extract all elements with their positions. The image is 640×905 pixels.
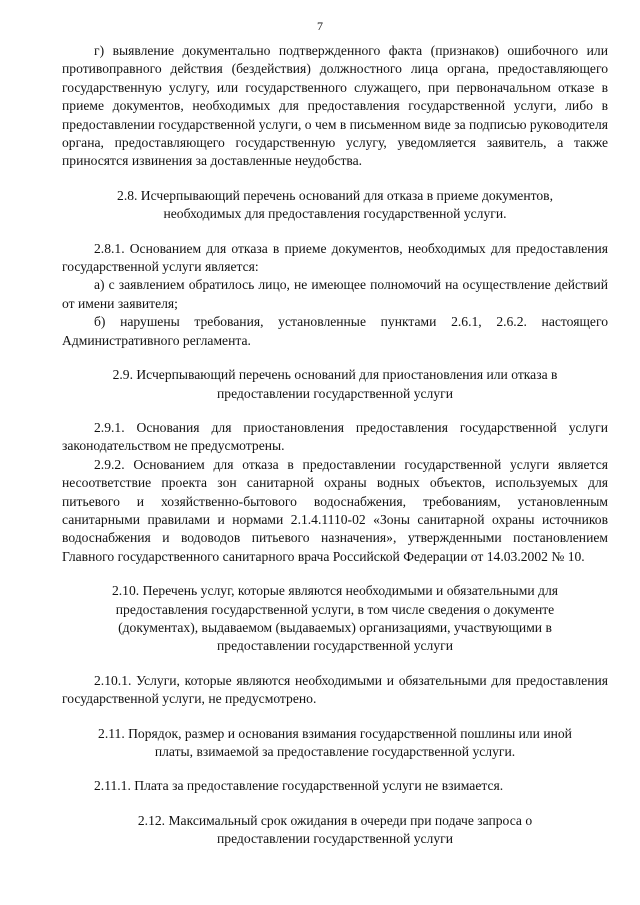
paragraph-2-11-1: 2.11.1. Плата за предоставление государственной услуги не взимается. bbox=[94, 778, 504, 794]
heading-2-11: 2.11. Порядок, размер и основания взимания государственной пошлины или иной платы, взимаемой за предоставление государственной услуги. bbox=[98, 725, 572, 759]
paragraph-g: г) выявление документально подтвержденного факта (признаков) ошибочного или противоправного действия (бездействия) должностного лица органа, предоставляющего государственную услугу, или государственного служащего, при первоначальном отказе в приеме документов, необходимых для предоставления государственной услуги, либо в предоставлении государственной услуги, о чем в письменном виде за подписью руководителя органа, предоставляющего государственную услугу, уведомляется заявитель, а также приносятся извинения за доставленные неудобства. bbox=[62, 43, 608, 169]
heading-2-9: 2.9. Исчерпывающий перечень оснований для приостановления или отказа в предоставлении государственной услуги bbox=[112, 367, 558, 401]
page-content bbox=[62, 42, 608, 849]
page-number: 7 bbox=[317, 19, 323, 33]
heading-2-8: 2.8. Исчерпывающий перечень оснований для отказа в приеме документов, необходимых для предоставления государственной услуги. bbox=[117, 187, 553, 222]
paragraph-2-9-2: 2.9.2. Основанием для отказа в предоставлении государственной услуги является несоответствие проекта зон санитарной охраны водных объектов, используемых для питьевого и хозяйственно-бытового водоснабжения, требованиям, установленным санитарными правилами и нормами 2.1.4.1110-02 «Зоны санитарной охраны источников водоснабжения и водоводов питьевого назначения», утвержденными постановлением Главного государственного санитарного врача Российской Федерации от 14.03.2002 № 10. bbox=[62, 456, 608, 564]
heading-2-10: 2.10. Перечень услуг, которые являются необходимыми и обязательными для предоставления государственной услуги, в том числе сведения о документе (документах), выдаваемом (выдаваемых) организациями, участвующими в предоставлении государственной услуги bbox=[111, 583, 558, 654]
paragraph-2-10-1: 2.10.1. Услуги, которые являются необходимыми и обязательными для предоставления государственной услуги, не предусмотрено. bbox=[62, 672, 608, 707]
heading-2-12: 2.12. Максимальный срок ожидания в очереди при подаче запроса о предоставлении государственной услуги bbox=[137, 812, 533, 847]
paragraph-2-9-1: 2.9.1. Основания для приостановления предоставления государственной услуги законодательством не предусмотрены. bbox=[62, 419, 608, 454]
paragraph-2-8-1: 2.8.1. Основанием для отказа в приеме документов, необходимых для предоставления государственной услуги является: bbox=[62, 240, 608, 275]
paragraph-2-8-1-a: а) с заявлением обратилось лицо, не имеющее полномочий на осуществление действий от имени заявителя; bbox=[62, 277, 608, 311]
paragraph-2-8-1-b: б) нарушены требования, установленные пунктами 2.6.1, 2.6.2. настоящего Административного регламента. bbox=[62, 314, 608, 348]
